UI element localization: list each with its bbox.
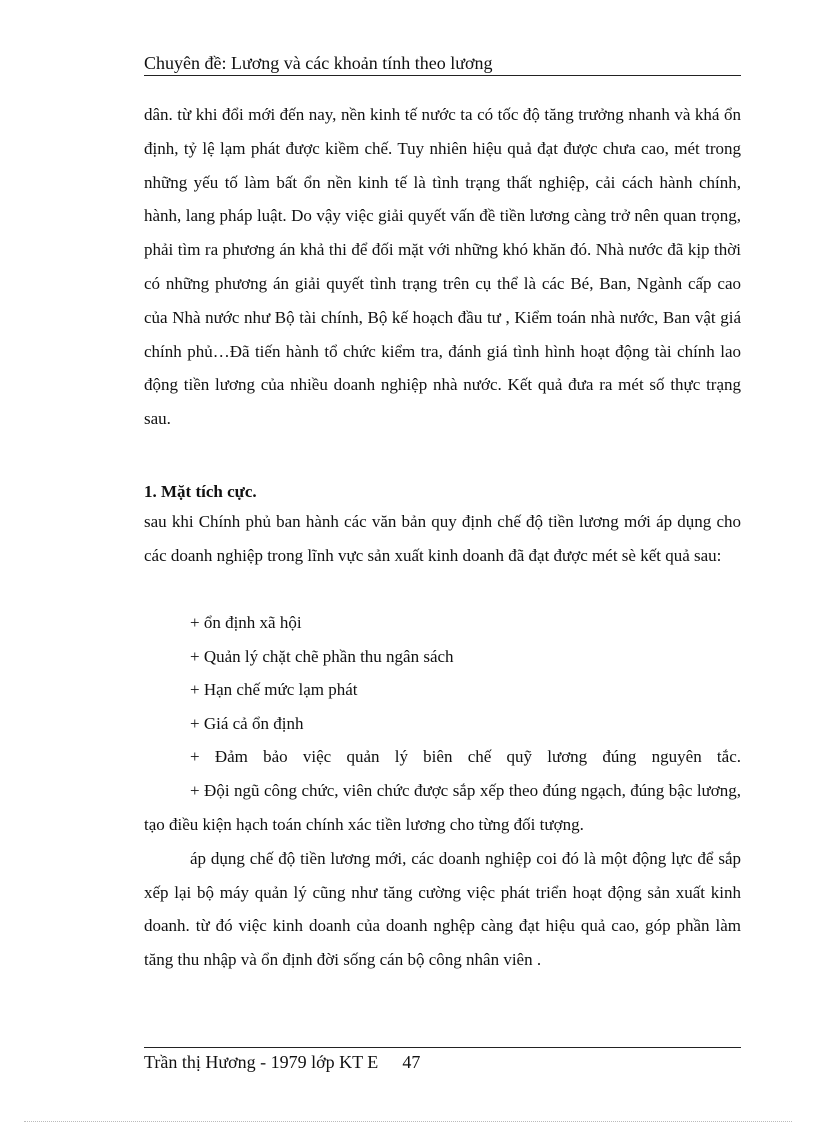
- section-heading: 1. Mặt tích cực.: [144, 482, 257, 501]
- list-item-wrapped: + Đội ngũ công chức, viên chức được sắp xếp theo đúng ngạch, đúng bậc lương, tạo điều kiện hạch toán chính xác tiền lương cho từng đối tượng.: [144, 781, 741, 834]
- body-paragraph-results-intro: sau khi Chính phủ ban hành các văn bản quy định chế độ tiền lương mới áp dụng cho các doanh nghiệp trong lĩnh vực sản xuất kinh doanh đã đạt được mét sè kết quả sau:: [144, 512, 741, 565]
- page-number: 47: [402, 1052, 421, 1072]
- body-paragraph-intro: dân. từ khi đổi mới đến nay, nền kinh tế nước ta có tốc độ tăng trưởng nhanh và khá ổn định, tỷ lệ lạm phát được kiềm chế. Tuy nhiên hiệu quả đạt được chưa cao, mét trong những yếu tố làm bất ổn nền kinh tế là tình trạng thất nghiệp, cải cách hành chính, hành, lang pháp luật. Do vậy việc giải quyết vấn đề tiền lương càng trở nên quan trọng, phải tìm ra phương án khả thi để đối mặt với những khó khăn đó. Nhà nước đã kịp thời có những phương án giải quyết tình trạng trên cụ thể là các Bé, Ban, Ngành cấp cao của Nhà nước như Bộ tài chính, Bộ kế hoạch đầu tư , Kiểm toán nhà nước, Ban vật giá chính phủ…Đã tiến hành tổ chức kiểm tra, đánh giá tình hình hoạt động tài chính lao động tiền lương của nhiều doanh nghiệp nhà nước. Kết quả đưa ra mét số thực trạng sau.: [144, 105, 741, 429]
- list-item: + Quản lý chặt chẽ phần thu ngân sách: [190, 646, 454, 666]
- page-header-title: Chuyên đề: Lương và các khoản tính theo lương: [144, 53, 493, 73]
- list-item: + Đảm bảo việc quản lý biên chế quỹ lương đúng nguyên tắc.: [190, 747, 741, 767]
- document-body: [144, 98, 741, 969]
- footer-divider: [144, 1047, 741, 1048]
- page-bottom-border: [24, 1121, 792, 1122]
- list-item: + ổn định xã hội: [190, 613, 302, 632]
- list-item: + Hạn chế mức lạm phát: [190, 680, 358, 700]
- page-footer: [144, 1051, 420, 1073]
- list-item: + Giá cả ổn định: [190, 713, 304, 733]
- footer-author: Trần thị Hương - 1979 lớp KT E: [144, 1052, 379, 1072]
- body-paragraph-conclusion: áp dụng chế độ tiền lương mới, các doanh nghiệp coi đó là một động lực để sắp xếp lại bộ máy quản lý cũng như tăng cường việc phát triển hoạt động sản xuất kinh doanh. từ đó việc kinh doanh của doanh nghệp càng đạt hiệu quả cao, góp phần làm tăng thu nhập và ổn định đời sống cán bộ công nhân viên .: [144, 849, 741, 969]
- results-list: [144, 606, 741, 774]
- header-divider: [144, 75, 741, 76]
